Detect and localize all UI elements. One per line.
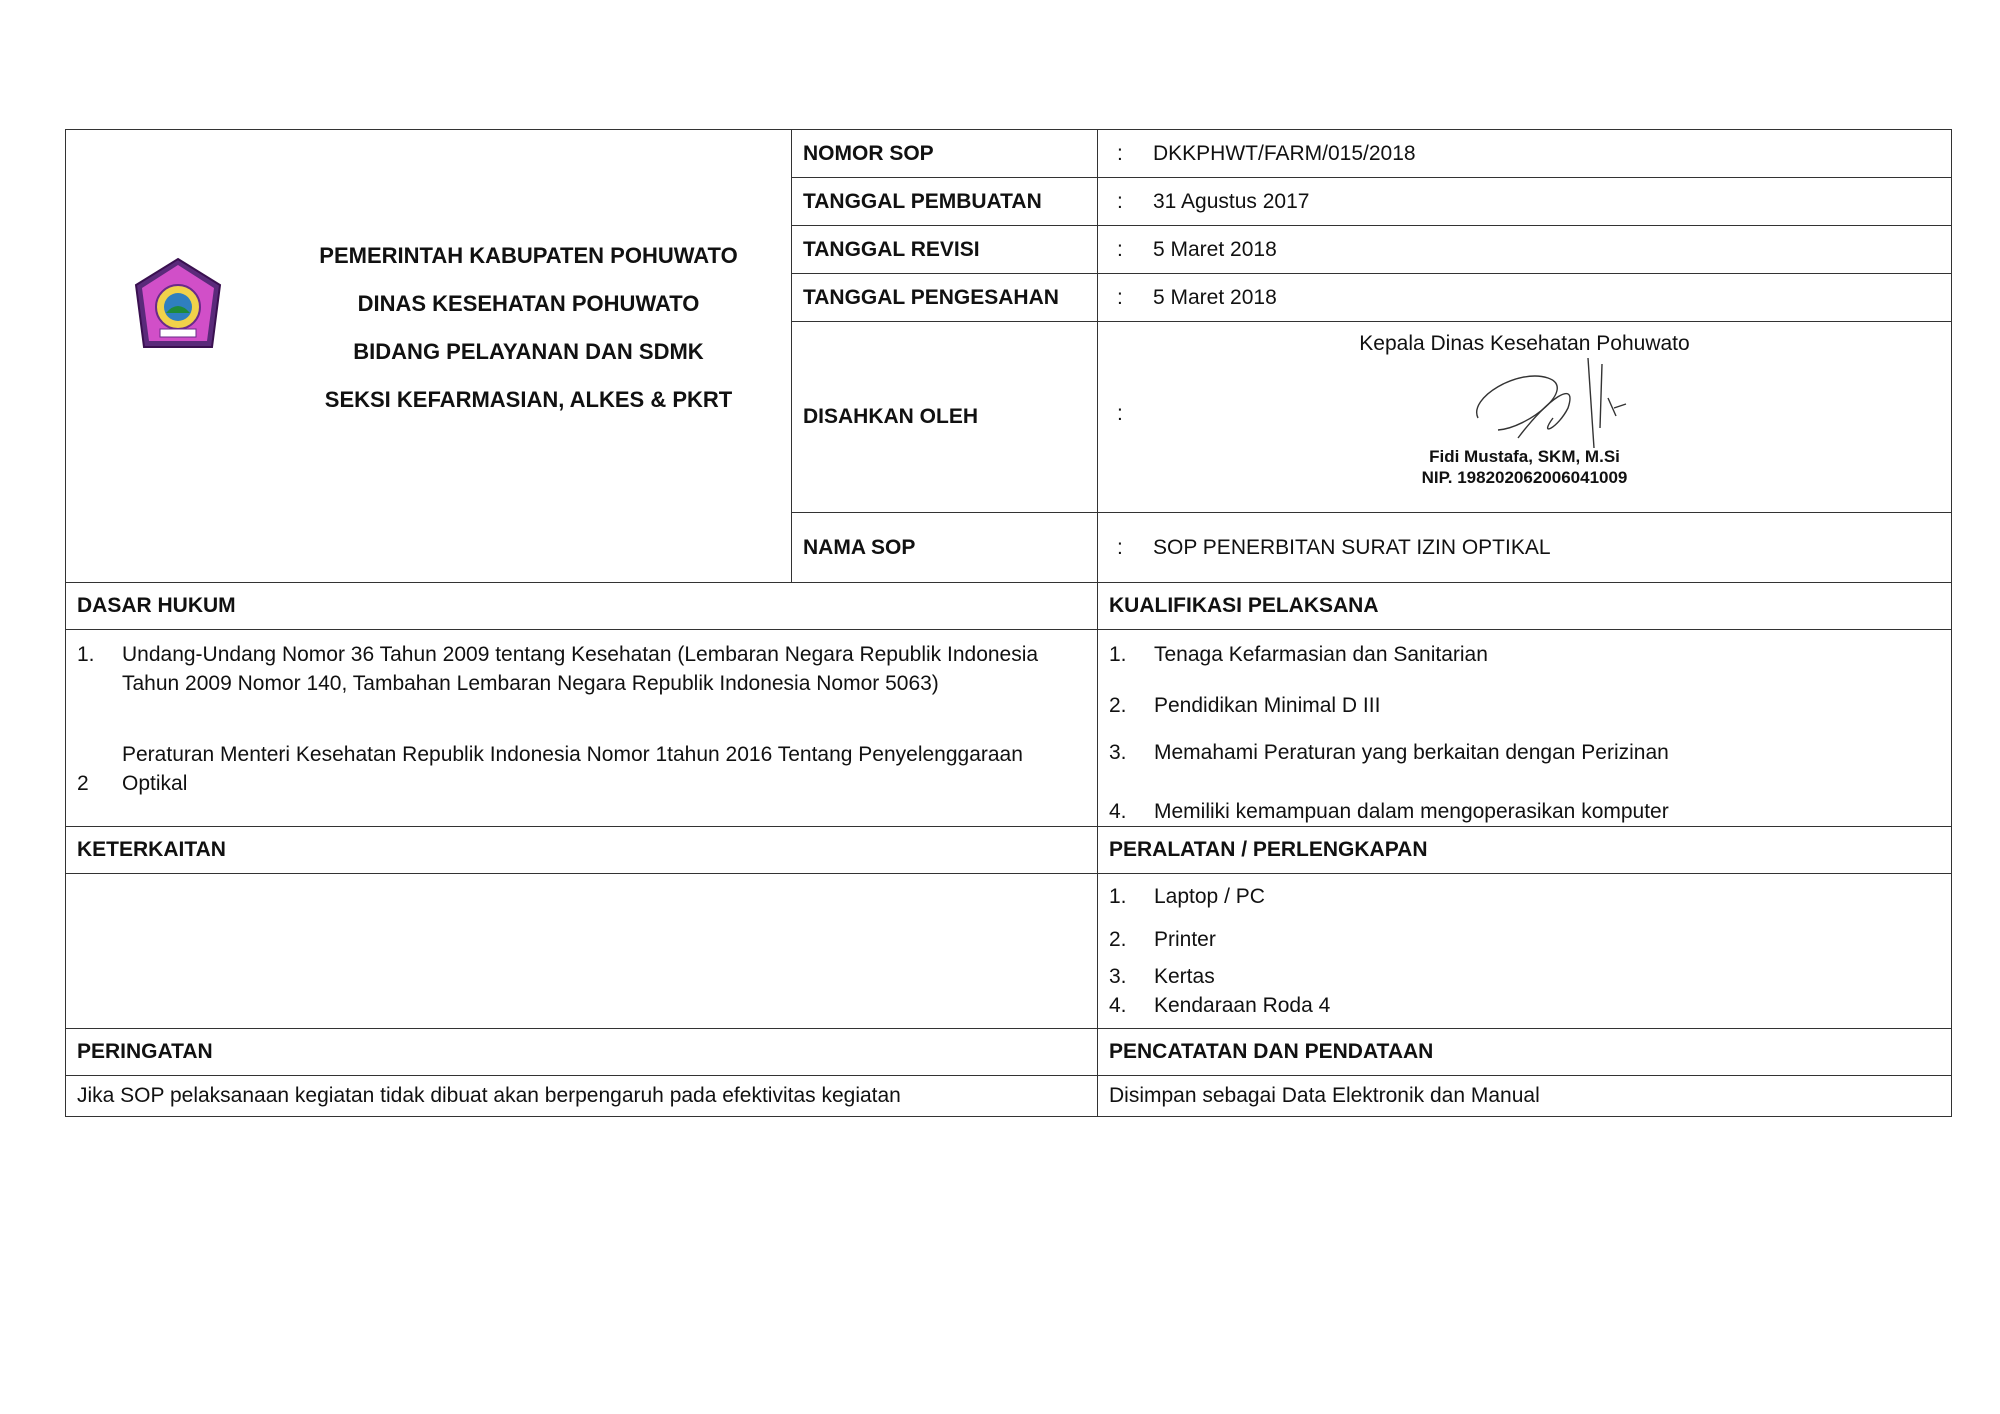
tanggal-pengesahan-value: 5 Maret 2018 — [1153, 285, 1277, 309]
item-text: Printer — [1154, 928, 1216, 951]
dasar-hukum-heading: DASAR HUKUM — [66, 583, 1098, 630]
org-line-4: SEKSI KEFARMASIAN, ALKES & PKRT — [324, 387, 733, 412]
peralatan-heading: PERALATAN / PERLENGKAPAN — [1098, 827, 1952, 874]
colon: : — [1117, 402, 1123, 425]
nama-sop-cell — [1098, 513, 1952, 583]
disahkan-oleh-label: DISAHKAN OLEH — [792, 322, 1098, 513]
item-text: Pendidikan Minimal D III — [1154, 694, 1381, 717]
tanggal-revisi-value: 5 Maret 2018 — [1153, 237, 1277, 261]
nomor-sop-value: DKKPHWT/FARM/015/2018 — [1153, 141, 1416, 165]
item-text: Memiliki kemampuan dalam mengoperasikan komputer — [1154, 800, 1669, 823]
tanggal-pembuatan-value: 31 Agustus 2017 — [1153, 189, 1310, 213]
list-item — [77, 740, 1086, 798]
peringatan-text: Jika SOP pelaksanaan kegiatan tidak dibuat akan berpengaruh pada efektivitas kegiatan — [66, 1076, 1098, 1117]
sop-document — [65, 129, 1951, 1117]
kualifikasi-heading: KUALIFIKASI PELAKSANA — [1098, 583, 1952, 630]
approver-name-block — [1098, 446, 1951, 488]
tanggal-pengesahan-label: TANGGAL PENGESAHAN — [792, 274, 1098, 322]
keterkaitan-cell — [66, 874, 1098, 1029]
item-text: Undang-Undang Nomor 36 Tahun 2009 tentang Kesehatan (Lembaran Negara Republik Indonesia Tahun 2009 Nomor 140, Tambahan Lembaran Negara Republik Indonesia Nomor 5063) — [122, 643, 1039, 695]
colon: : — [1117, 189, 1123, 213]
list-item — [77, 640, 1086, 698]
item-number: 4. — [1109, 994, 1127, 1017]
colon: : — [1117, 285, 1123, 309]
approver-name: Fidi Mustafa, SKM, M.Si — [1429, 447, 1620, 466]
list-item — [1109, 991, 1940, 1020]
nama-sop-label: NAMA SOP — [792, 513, 1098, 583]
peringatan-heading: PERINGATAN — [66, 1029, 1098, 1076]
item-text: Kendaraan Roda 4 — [1154, 994, 1331, 1017]
approval-title: Kepala Dinas Kesehatan Pohuwato — [1359, 332, 1690, 355]
approver-nip: NIP. 198202062006041009 — [1421, 468, 1628, 487]
item-number: 3. — [1109, 741, 1127, 764]
peralatan-list — [1109, 882, 1940, 1020]
org-line-3: BIDANG PELAYANAN DAN SDMK — [353, 339, 704, 364]
approval-cell — [1098, 322, 1952, 513]
org-line-1: PEMERINTAH KABUPATEN POHUWATO — [319, 243, 738, 268]
item-number: 4. — [1109, 800, 1127, 823]
colon: : — [1117, 141, 1123, 165]
nama-sop-value: SOP PENERBITAN SURAT IZIN OPTIKAL — [1153, 535, 1551, 559]
dasar-hukum-cell — [66, 630, 1098, 827]
item-text: Memahami Peraturan yang berkaitan dengan Perizinan — [1154, 741, 1669, 764]
tanggal-revisi-label: TANGGAL REVISI — [792, 226, 1098, 274]
tanggal-pengesahan-cell — [1098, 274, 1952, 322]
item-text: Peraturan Menteri Kesehatan Republik Indonesia Nomor 1tahun 2016 Tentang Penyelenggaraan Optikal — [122, 743, 1023, 795]
org-header — [66, 130, 792, 583]
list-item — [1109, 925, 1940, 954]
kualifikasi-list — [1109, 640, 1940, 826]
pencatatan-text: Disimpan sebagai Data Elektronik dan Manual — [1098, 1076, 1952, 1117]
sop-table — [65, 129, 1952, 1117]
dasar-hukum-list — [77, 640, 1086, 798]
nomor-sop-label: NOMOR SOP — [792, 130, 1098, 178]
item-number: 2. — [1109, 928, 1127, 951]
keterkaitan-heading: KETERKAITAN — [66, 827, 1098, 874]
tanggal-pembuatan-cell — [1098, 178, 1952, 226]
pohuwato-emblem-icon — [132, 255, 224, 355]
list-item — [1109, 738, 1940, 767]
list-item — [1109, 882, 1940, 911]
colon: : — [1117, 535, 1123, 559]
item-text: Laptop / PC — [1154, 885, 1265, 908]
item-text: Kertas — [1154, 965, 1215, 988]
org-line-2: DINAS KESEHATAN POHUWATO — [357, 291, 700, 316]
nomor-sop-cell — [1098, 130, 1952, 178]
list-item — [1109, 962, 1940, 991]
list-item — [1109, 640, 1940, 669]
tanggal-revisi-cell — [1098, 226, 1952, 274]
list-item — [1109, 797, 1940, 826]
item-number: 1. — [1109, 885, 1127, 908]
item-number: 3. — [1109, 965, 1127, 988]
item-text: Tenaga Kefarmasian dan Sanitarian — [1154, 643, 1488, 666]
tanggal-pembuatan-label: TANGGAL PEMBUATAN — [792, 178, 1098, 226]
kualifikasi-cell — [1098, 630, 1952, 827]
peralatan-cell — [1098, 874, 1952, 1029]
item-number: 1. — [1109, 643, 1127, 666]
item-number: 2 — [77, 772, 89, 795]
colon: : — [1117, 237, 1123, 261]
list-item — [1109, 691, 1940, 720]
item-number: 2. — [1109, 694, 1127, 717]
pencatatan-heading: PENCATATAN DAN PENDATAAN — [1098, 1029, 1952, 1076]
item-number: 1. — [77, 643, 95, 666]
